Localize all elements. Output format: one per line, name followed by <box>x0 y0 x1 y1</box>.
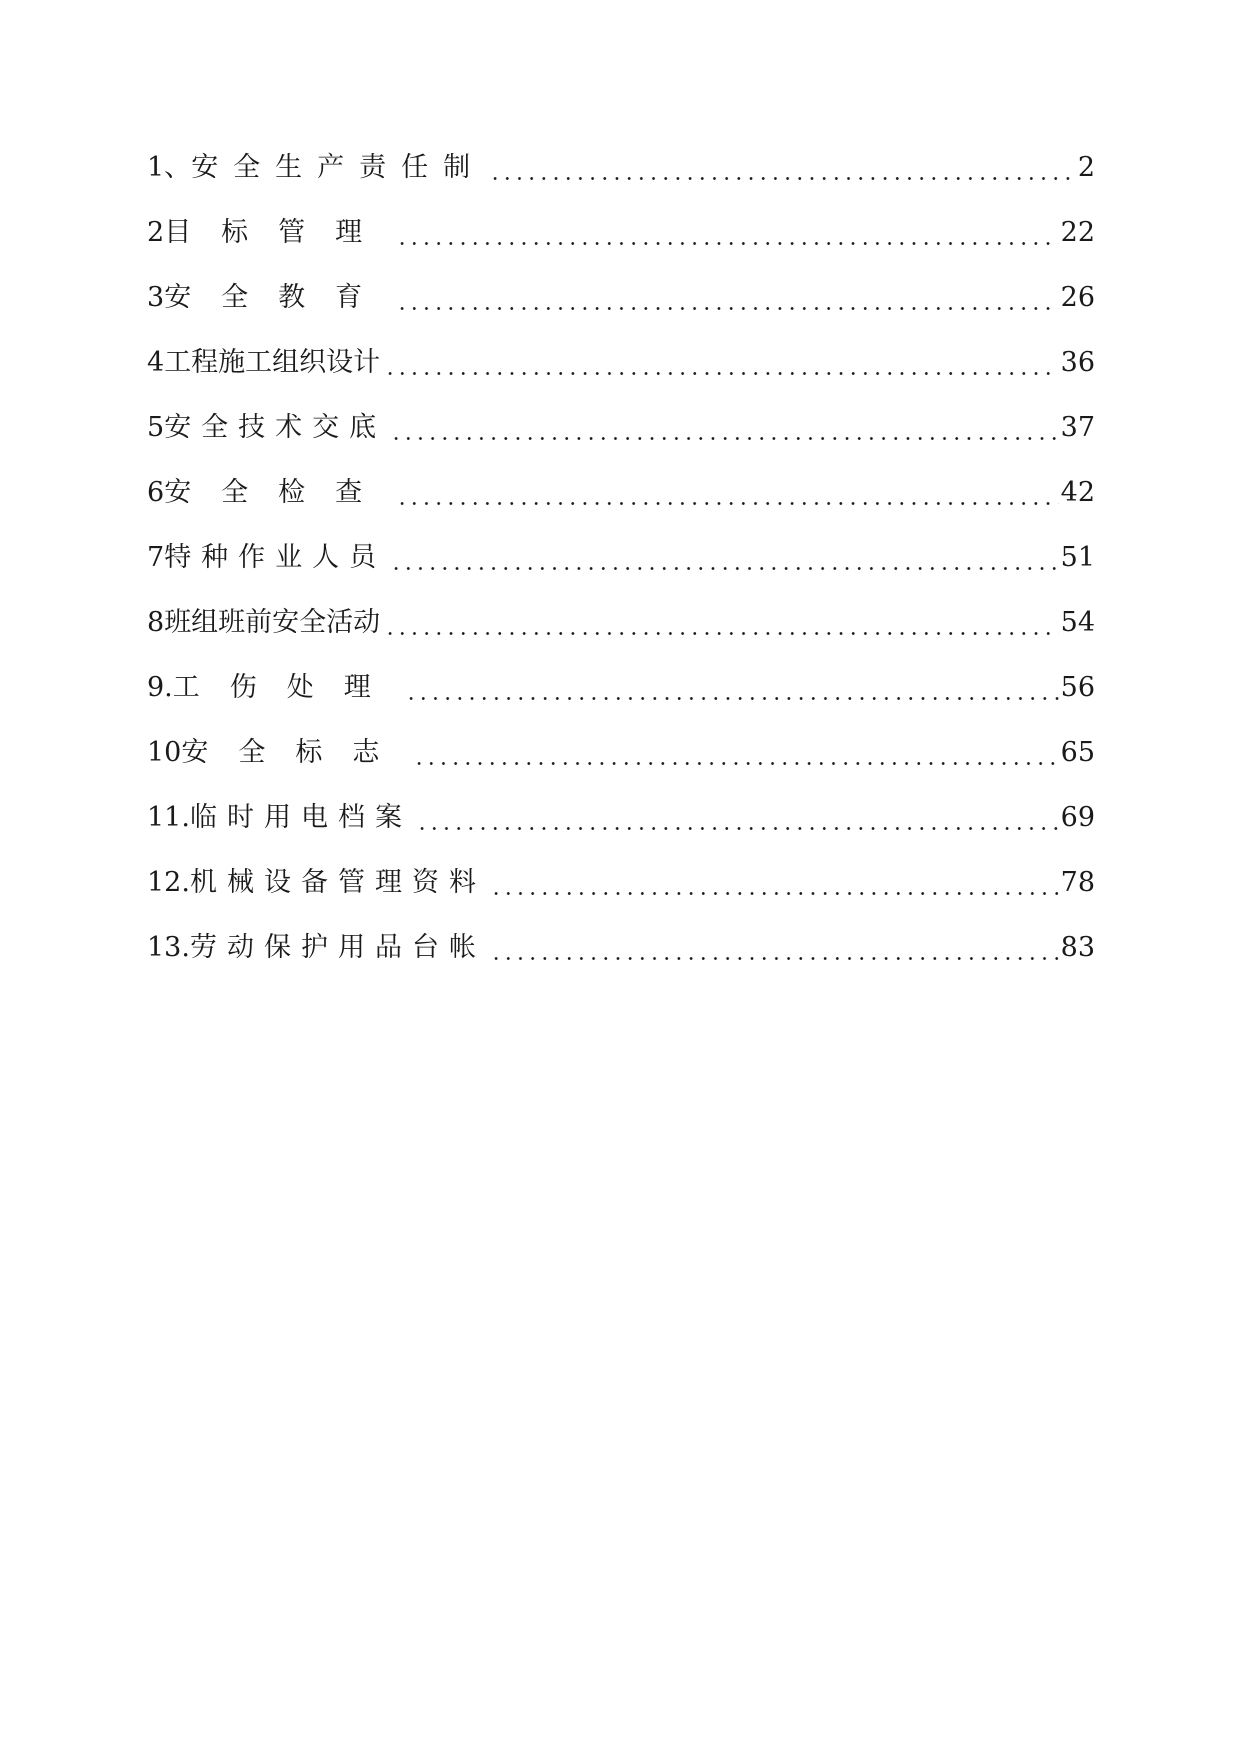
toc-entry <box>147 345 1095 410</box>
toc-entry <box>147 410 1095 475</box>
dot-leader <box>384 345 1058 381</box>
toc-entry-page: 2 <box>1077 152 1095 183</box>
dot-leader <box>489 150 1076 186</box>
toc-entry-number: 10 <box>147 737 182 768</box>
toc-entry-text: 目标管理 <box>164 217 393 248</box>
toc-entry-text: 安全教育 <box>164 282 393 313</box>
toc-entry-page: 69 <box>1060 802 1095 833</box>
toc-entry-title <box>147 670 405 706</box>
toc-entry-text: 工程施工组织设计 <box>164 347 381 378</box>
toc-entry-title <box>147 280 396 316</box>
toc-entry-text: 劳动保护用品台帐 <box>189 932 486 963</box>
toc-entry-page: 26 <box>1060 282 1095 313</box>
toc-entry-text: 工伤处理 <box>172 672 401 703</box>
table-of-contents <box>147 150 1095 995</box>
toc-entry <box>147 800 1095 865</box>
toc-entry-title <box>147 865 490 901</box>
toc-entry-page: 56 <box>1060 672 1095 703</box>
toc-entry-text: 安全技术交底 <box>164 412 387 443</box>
toc-entry <box>147 670 1095 735</box>
toc-entry-text: 机械设备管理资料 <box>189 867 486 898</box>
toc-entry-number: 2 <box>147 217 165 248</box>
toc-entry-page: 22 <box>1060 217 1095 248</box>
toc-entry-title <box>147 605 384 641</box>
toc-entry-page: 37 <box>1060 412 1095 443</box>
dot-leader <box>490 865 1059 901</box>
toc-entry <box>147 930 1095 995</box>
toc-entry-text: 班组班前安全活动 <box>164 607 381 638</box>
toc-entry <box>147 475 1095 540</box>
dot-leader <box>384 605 1058 641</box>
toc-entry-number: 1、 <box>147 152 192 183</box>
toc-entry-page: 65 <box>1060 737 1095 768</box>
toc-entry <box>147 215 1095 280</box>
toc-entry-text: 临时用电档案 <box>189 802 412 833</box>
toc-entry <box>147 540 1095 605</box>
toc-entry-page: 83 <box>1060 932 1095 963</box>
dot-leader <box>413 735 1058 771</box>
toc-entry-number: 9. <box>147 672 173 703</box>
toc-entry-title <box>147 800 416 836</box>
toc-entry-page: 78 <box>1060 867 1095 898</box>
toc-entry-number: 11. <box>147 802 190 833</box>
toc-entry-title <box>147 540 390 576</box>
toc-entry-number: 6 <box>147 477 165 508</box>
toc-entry <box>147 280 1095 345</box>
toc-entry-title <box>147 930 490 966</box>
toc-entry <box>147 150 1095 215</box>
toc-entry <box>147 865 1095 930</box>
dot-leader <box>416 800 1059 836</box>
toc-entry-number: 5 <box>147 412 165 443</box>
toc-entry-number: 7 <box>147 542 165 573</box>
dot-leader <box>390 540 1058 576</box>
toc-entry-title <box>147 150 489 186</box>
toc-entry-text: 安全生产责任制 <box>191 152 486 183</box>
toc-entry-number: 8 <box>147 607 165 638</box>
toc-entry-title <box>147 475 396 511</box>
toc-entry-text: 安全检查 <box>164 477 393 508</box>
toc-entry-title <box>147 345 384 381</box>
dot-leader <box>396 280 1058 316</box>
toc-entry <box>147 605 1095 670</box>
toc-entry-page: 54 <box>1060 607 1095 638</box>
toc-entry-title <box>147 215 396 251</box>
toc-entry-title <box>147 410 390 446</box>
toc-entry-text: 安全标志 <box>181 737 410 768</box>
toc-entry-page: 36 <box>1060 347 1095 378</box>
dot-leader <box>396 475 1058 511</box>
toc-entry-text: 特种作业人员 <box>164 542 387 573</box>
dot-leader <box>396 215 1058 251</box>
toc-entry-number: 13. <box>147 932 190 963</box>
dot-leader <box>390 410 1058 446</box>
toc-entry-page: 51 <box>1060 542 1095 573</box>
dot-leader <box>405 670 1059 706</box>
toc-entry-number: 4 <box>147 347 165 378</box>
toc-entry-page: 42 <box>1060 477 1095 508</box>
toc-entry-title <box>147 735 413 771</box>
dot-leader <box>490 930 1059 966</box>
toc-entry-number: 3 <box>147 282 165 313</box>
toc-entry <box>147 735 1095 800</box>
toc-entry-number: 12. <box>147 867 190 898</box>
